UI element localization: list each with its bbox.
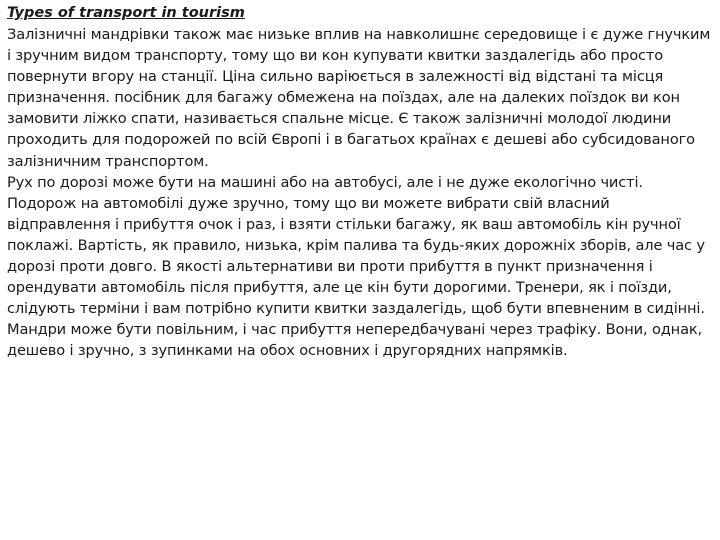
text-line: дешево і зручно, з зупинками на обох основних і другорядних напрямків.: [7, 342, 568, 360]
text-line: і зручним видом транспорту, тому що ви кон купувати квитки заздалегідь або просто: [7, 47, 664, 65]
text-line: орендувати автомобіль після прибуття, але це кін бути дорогими. Тренери, як і поїзди,: [7, 279, 672, 297]
text-line: слідують терміни і вам потрібно купити квитки заздалегідь, щоб бути впевненим в сидінні.: [7, 300, 705, 318]
text-line: залізничним транспортом.: [7, 152, 209, 170]
paragraph-road-travel: [7, 172, 714, 362]
text-line: повернути вгору на станції. Ціна сильно варіюється в залежності від відстані та місця: [7, 68, 664, 86]
text-line: дорозі проти довго. В якості альтернативи ви проти прибуття в пункт призначення і: [7, 258, 653, 276]
text-line: відправлення і прибуття очок і раз, і взяти стільки багажу, як ваш автомобіль кін ручної: [7, 215, 681, 233]
text-line: Мандри може бути повільним, і час прибуття непередбачувані через трафіку. Вони, однак,: [7, 321, 703, 339]
text-line: Подорож на автомобілі дуже зручно, тому що ви можете вибрати свій власний: [7, 194, 610, 212]
text-line: замовити ліжко спати, називається спальне місце. Є також залізничні молодої людини: [7, 110, 672, 128]
text-line: призначення. посібник для багажу обмежена на поїздах, але на далеких поїздок ви кон: [7, 89, 680, 107]
text-line: проходить для подорожей по всій Європі і в багатьох країнах є дешеві або субсидованого: [7, 131, 695, 149]
slide-title: Types of transport in tourism: [7, 5, 245, 21]
text-line: Рух по дорозі може бути на машині або на автобусі, але і не дуже екологічно чисті.: [7, 173, 643, 191]
paragraph-rail-travel: [7, 24, 714, 172]
text-line: Залізничні мандрівки також має низьке вплив на навколишнє середовище і є дуже гнучким: [7, 26, 711, 43]
text-line: поклажі. Вартість, як правило, низька, крім палива та будь-яких дорожніх зборів, але час у: [7, 236, 705, 254]
